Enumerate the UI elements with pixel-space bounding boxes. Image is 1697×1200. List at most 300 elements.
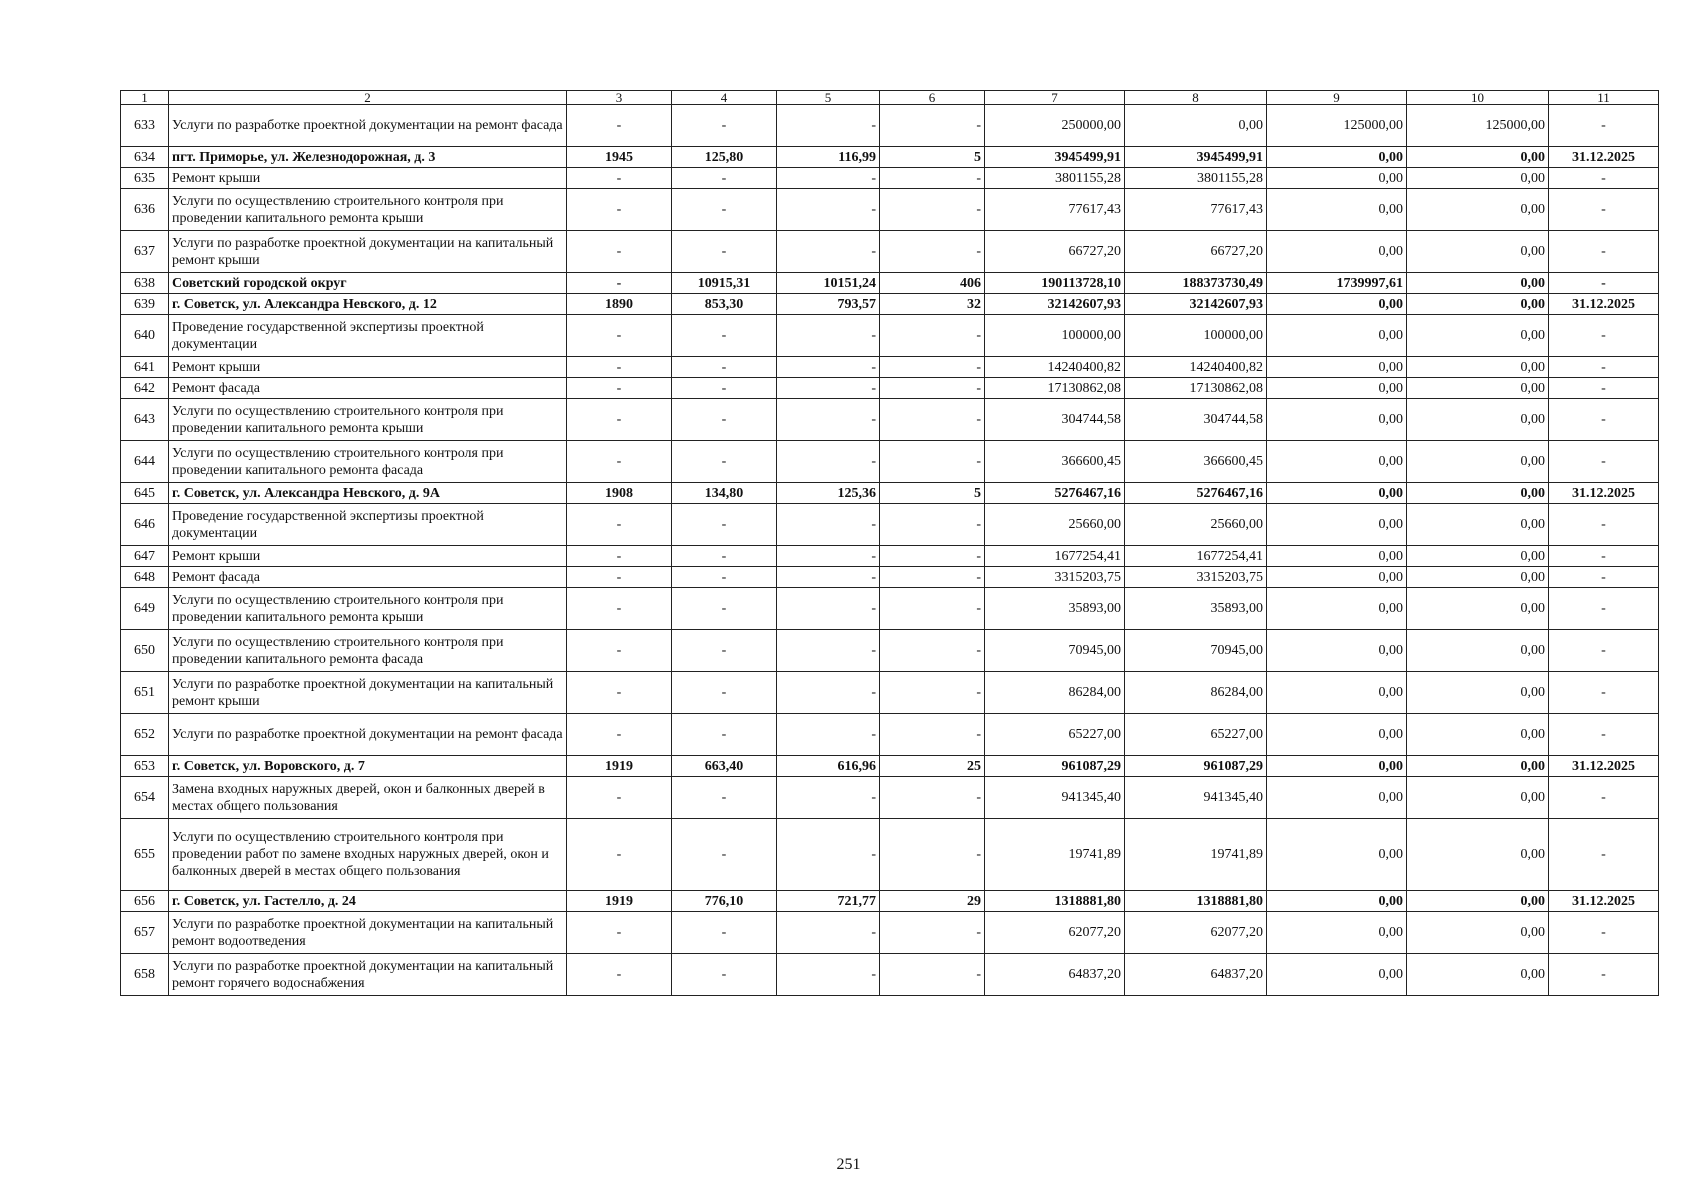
col3-cell: - — [567, 168, 672, 189]
col11-cell: - — [1549, 546, 1659, 567]
col10-cell: 0,00 — [1407, 756, 1549, 777]
table-row — [121, 672, 1659, 714]
col4-cell: - — [672, 567, 777, 588]
col10-cell: 0,00 — [1407, 378, 1549, 399]
table-row — [121, 357, 1659, 378]
col10-cell: 125000,00 — [1407, 105, 1549, 147]
col8-cell: 32142607,93 — [1125, 294, 1267, 315]
col7-cell: 961087,29 — [985, 756, 1125, 777]
column-number-header: 2 — [169, 91, 567, 105]
col6-cell: 5 — [880, 147, 985, 168]
description-cell: Услуги по осуществлению строительного контроля при проведении капитального ремонта фасада — [169, 441, 567, 483]
col7-cell: 3315203,75 — [985, 567, 1125, 588]
description-cell: Ремонт крыши — [169, 357, 567, 378]
table-row-object — [121, 756, 1659, 777]
column-number-header: 1 — [121, 91, 169, 105]
column-number-header: 8 — [1125, 91, 1267, 105]
table-row-object — [121, 294, 1659, 315]
col8-cell: 5276467,16 — [1125, 483, 1267, 504]
col8-cell: 70945,00 — [1125, 630, 1267, 672]
col11-cell: - — [1549, 630, 1659, 672]
row-number-cell: 649 — [121, 588, 169, 630]
col3-cell: - — [567, 105, 672, 147]
col11-cell: - — [1549, 567, 1659, 588]
col5-cell: - — [777, 231, 880, 273]
col3-cell: - — [567, 954, 672, 996]
col3-cell: - — [567, 819, 672, 891]
col10-cell: 0,00 — [1407, 567, 1549, 588]
col3-cell: - — [567, 231, 672, 273]
table-row — [121, 315, 1659, 357]
row-number-cell: 646 — [121, 504, 169, 546]
description-cell: г. Советск, ул. Воровского, д. 7 — [169, 756, 567, 777]
col4-cell: 10915,31 — [672, 273, 777, 294]
col4-cell: - — [672, 912, 777, 954]
description-cell: г. Советск, ул. Гастелло, д. 24 — [169, 891, 567, 912]
col11-cell: - — [1549, 105, 1659, 147]
col4-cell: - — [672, 105, 777, 147]
column-number-header: 9 — [1267, 91, 1407, 105]
col5-cell: - — [777, 588, 880, 630]
col4-cell: - — [672, 546, 777, 567]
row-number-cell: 655 — [121, 819, 169, 891]
row-number-cell: 658 — [121, 954, 169, 996]
col5-cell: - — [777, 357, 880, 378]
col5-cell: - — [777, 441, 880, 483]
col10-cell: 0,00 — [1407, 546, 1549, 567]
col6-cell: - — [880, 912, 985, 954]
col3-cell: - — [567, 504, 672, 546]
row-number-cell: 636 — [121, 189, 169, 231]
table-row — [121, 714, 1659, 756]
description-cell: Советский городской округ — [169, 273, 567, 294]
col9-cell: 0,00 — [1267, 189, 1407, 231]
col3-cell: - — [567, 357, 672, 378]
table-row — [121, 378, 1659, 399]
col3-cell: - — [567, 912, 672, 954]
col10-cell: 0,00 — [1407, 399, 1549, 441]
col3-cell: 1919 — [567, 756, 672, 777]
col9-cell: 0,00 — [1267, 231, 1407, 273]
row-number-cell: 633 — [121, 105, 169, 147]
col5-cell: - — [777, 672, 880, 714]
col7-cell: 70945,00 — [985, 630, 1125, 672]
col9-cell: 0,00 — [1267, 378, 1407, 399]
row-number-cell: 644 — [121, 441, 169, 483]
col11-cell: - — [1549, 588, 1659, 630]
col6-cell: 32 — [880, 294, 985, 315]
col3-cell: - — [567, 714, 672, 756]
col10-cell: 0,00 — [1407, 954, 1549, 996]
table-row — [121, 504, 1659, 546]
table-row — [121, 819, 1659, 891]
col5-cell: - — [777, 189, 880, 231]
col9-cell: 125000,00 — [1267, 105, 1407, 147]
col4-cell: - — [672, 315, 777, 357]
col3-cell: - — [567, 630, 672, 672]
col4-cell: 663,40 — [672, 756, 777, 777]
col10-cell: 0,00 — [1407, 714, 1549, 756]
table-row-object — [121, 891, 1659, 912]
col9-cell: 0,00 — [1267, 504, 1407, 546]
col4-cell: - — [672, 630, 777, 672]
col10-cell: 0,00 — [1407, 891, 1549, 912]
description-cell: Услуги по осуществлению строительного контроля при проведении капитального ремонта крыши — [169, 399, 567, 441]
description-cell: г. Советск, ул. Александра Невского, д. 12 — [169, 294, 567, 315]
col9-cell: 1739997,61 — [1267, 273, 1407, 294]
col11-cell: - — [1549, 168, 1659, 189]
col7-cell: 25660,00 — [985, 504, 1125, 546]
row-number-cell: 639 — [121, 294, 169, 315]
row-number-cell: 654 — [121, 777, 169, 819]
col3-cell: 1945 — [567, 147, 672, 168]
col8-cell: 366600,45 — [1125, 441, 1267, 483]
col6-cell: - — [880, 441, 985, 483]
col4-cell: - — [672, 168, 777, 189]
table-row — [121, 567, 1659, 588]
row-number-cell: 657 — [121, 912, 169, 954]
col8-cell: 961087,29 — [1125, 756, 1267, 777]
row-number-cell: 653 — [121, 756, 169, 777]
table-row — [121, 168, 1659, 189]
row-number-cell: 656 — [121, 891, 169, 912]
description-cell: Услуги по разработке проектной документации на ремонт фасада — [169, 105, 567, 147]
col8-cell: 86284,00 — [1125, 672, 1267, 714]
col10-cell: 0,00 — [1407, 819, 1549, 891]
col10-cell: 0,00 — [1407, 147, 1549, 168]
col11-cell: - — [1549, 315, 1659, 357]
col8-cell: 35893,00 — [1125, 588, 1267, 630]
col7-cell: 62077,20 — [985, 912, 1125, 954]
col4-cell: - — [672, 504, 777, 546]
col5-cell: - — [777, 105, 880, 147]
col5-cell: 10151,24 — [777, 273, 880, 294]
col5-cell: - — [777, 954, 880, 996]
table-row — [121, 546, 1659, 567]
col5-cell: 125,36 — [777, 483, 880, 504]
col9-cell: 0,00 — [1267, 756, 1407, 777]
column-number-header: 3 — [567, 91, 672, 105]
col6-cell: - — [880, 168, 985, 189]
col4-cell: 125,80 — [672, 147, 777, 168]
row-number-cell: 650 — [121, 630, 169, 672]
col6-cell: - — [880, 777, 985, 819]
col8-cell: 188373730,49 — [1125, 273, 1267, 294]
table-row — [121, 954, 1659, 996]
col6-cell: - — [880, 504, 985, 546]
column-number-header: 7 — [985, 91, 1125, 105]
col3-cell: - — [567, 777, 672, 819]
col11-cell: - — [1549, 819, 1659, 891]
col8-cell: 3945499,91 — [1125, 147, 1267, 168]
description-cell: пгт. Приморье, ул. Железнодорожная, д. 3 — [169, 147, 567, 168]
col3-cell: 1890 — [567, 294, 672, 315]
col5-cell: - — [777, 378, 880, 399]
col4-cell: - — [672, 714, 777, 756]
description-cell: Услуги по разработке проектной документации на капитальный ремонт крыши — [169, 672, 567, 714]
col8-cell: 77617,43 — [1125, 189, 1267, 231]
row-number-cell: 634 — [121, 147, 169, 168]
col11-cell: - — [1549, 399, 1659, 441]
col3-cell: - — [567, 273, 672, 294]
col8-cell: 304744,58 — [1125, 399, 1267, 441]
col6-cell: - — [880, 567, 985, 588]
col5-cell: 116,99 — [777, 147, 880, 168]
col6-cell: - — [880, 819, 985, 891]
description-cell: Ремонт крыши — [169, 168, 567, 189]
table-row — [121, 912, 1659, 954]
table-row-object — [121, 483, 1659, 504]
col6-cell: - — [880, 588, 985, 630]
col7-cell: 100000,00 — [985, 315, 1125, 357]
col3-cell: - — [567, 189, 672, 231]
col11-cell: - — [1549, 672, 1659, 714]
col6-cell: 29 — [880, 891, 985, 912]
col5-cell: - — [777, 777, 880, 819]
col4-cell: - — [672, 399, 777, 441]
column-number-header: 6 — [880, 91, 985, 105]
col11-cell: 31.12.2025 — [1549, 891, 1659, 912]
row-number-cell: 638 — [121, 273, 169, 294]
col10-cell: 0,00 — [1407, 672, 1549, 714]
col4-cell: - — [672, 189, 777, 231]
col7-cell: 32142607,93 — [985, 294, 1125, 315]
col6-cell: - — [880, 714, 985, 756]
table-row — [121, 189, 1659, 231]
col8-cell: 0,00 — [1125, 105, 1267, 147]
table-row — [121, 777, 1659, 819]
col10-cell: 0,00 — [1407, 168, 1549, 189]
col8-cell: 14240400,82 — [1125, 357, 1267, 378]
col7-cell: 3945499,91 — [985, 147, 1125, 168]
col4-cell: - — [672, 819, 777, 891]
col5-cell: - — [777, 912, 880, 954]
col9-cell: 0,00 — [1267, 294, 1407, 315]
table-row — [121, 588, 1659, 630]
row-number-cell: 635 — [121, 168, 169, 189]
col9-cell: 0,00 — [1267, 891, 1407, 912]
row-number-cell: 651 — [121, 672, 169, 714]
row-number-cell: 645 — [121, 483, 169, 504]
col7-cell: 86284,00 — [985, 672, 1125, 714]
col3-cell: - — [567, 399, 672, 441]
description-cell: Услуги по разработке проектной документации на капитальный ремонт крыши — [169, 231, 567, 273]
col7-cell: 66727,20 — [985, 231, 1125, 273]
column-number-header: 10 — [1407, 91, 1549, 105]
col5-cell: 616,96 — [777, 756, 880, 777]
row-number-cell: 648 — [121, 567, 169, 588]
col4-cell: 776,10 — [672, 891, 777, 912]
col6-cell: - — [880, 357, 985, 378]
col11-cell: - — [1549, 189, 1659, 231]
col11-cell: - — [1549, 912, 1659, 954]
description-cell: Услуги по осуществлению строительного контроля при проведении капитального ремонта крыши — [169, 588, 567, 630]
col5-cell: - — [777, 315, 880, 357]
col8-cell: 62077,20 — [1125, 912, 1267, 954]
col3-cell: - — [567, 441, 672, 483]
description-cell: Проведение государственной экспертизы проектной документации — [169, 315, 567, 357]
header-row — [121, 91, 1659, 105]
col5-cell: - — [777, 168, 880, 189]
row-number-cell: 642 — [121, 378, 169, 399]
table-row — [121, 399, 1659, 441]
col4-cell: 134,80 — [672, 483, 777, 504]
col11-cell: 31.12.2025 — [1549, 147, 1659, 168]
col9-cell: 0,00 — [1267, 630, 1407, 672]
col11-cell: - — [1549, 441, 1659, 483]
col3-cell: - — [567, 315, 672, 357]
col9-cell: 0,00 — [1267, 567, 1407, 588]
column-number-header: 11 — [1549, 91, 1659, 105]
col6-cell: - — [880, 231, 985, 273]
col9-cell: 0,00 — [1267, 399, 1407, 441]
col10-cell: 0,00 — [1407, 441, 1549, 483]
col8-cell: 66727,20 — [1125, 231, 1267, 273]
col6-cell: - — [880, 954, 985, 996]
col11-cell: - — [1549, 273, 1659, 294]
col7-cell: 1318881,80 — [985, 891, 1125, 912]
col10-cell: 0,00 — [1407, 357, 1549, 378]
col4-cell: - — [672, 777, 777, 819]
row-number-cell: 637 — [121, 231, 169, 273]
col8-cell: 1318881,80 — [1125, 891, 1267, 912]
col5-cell: - — [777, 399, 880, 441]
col10-cell: 0,00 — [1407, 273, 1549, 294]
col7-cell: 64837,20 — [985, 954, 1125, 996]
description-cell: Ремонт крыши — [169, 546, 567, 567]
col10-cell: 0,00 — [1407, 483, 1549, 504]
col5-cell: - — [777, 567, 880, 588]
col7-cell: 35893,00 — [985, 588, 1125, 630]
col10-cell: 0,00 — [1407, 231, 1549, 273]
col10-cell: 0,00 — [1407, 777, 1549, 819]
col8-cell: 17130862,08 — [1125, 378, 1267, 399]
col6-cell: 25 — [880, 756, 985, 777]
col6-cell: - — [880, 315, 985, 357]
col9-cell: 0,00 — [1267, 147, 1407, 168]
col4-cell: - — [672, 231, 777, 273]
col3-cell: - — [567, 378, 672, 399]
col10-cell: 0,00 — [1407, 504, 1549, 546]
description-cell: Услуги по разработке проектной документации на капитальный ремонт горячего водоснабжения — [169, 954, 567, 996]
col11-cell: - — [1549, 231, 1659, 273]
table-row — [121, 105, 1659, 147]
col9-cell: 0,00 — [1267, 588, 1407, 630]
col11-cell: - — [1549, 954, 1659, 996]
col9-cell: 0,00 — [1267, 357, 1407, 378]
col11-cell: - — [1549, 357, 1659, 378]
col4-cell: - — [672, 588, 777, 630]
description-cell: Замена входных наружных дверей, окон и балконных дверей в местах общего пользования — [169, 777, 567, 819]
description-cell: Услуги по осуществлению строительного контроля при проведении капитального ремонта крыши — [169, 189, 567, 231]
col10-cell: 0,00 — [1407, 630, 1549, 672]
col4-cell: - — [672, 357, 777, 378]
table-row-object — [121, 273, 1659, 294]
col7-cell: 19741,89 — [985, 819, 1125, 891]
column-number-header: 5 — [777, 91, 880, 105]
description-cell: Проведение государственной экспертизы проектной документации — [169, 504, 567, 546]
row-number-cell: 652 — [121, 714, 169, 756]
description-cell: Услуги по осуществлению строительного контроля при проведении капитального ремонта фасада — [169, 630, 567, 672]
col8-cell: 19741,89 — [1125, 819, 1267, 891]
col8-cell: 3801155,28 — [1125, 168, 1267, 189]
table-row — [121, 441, 1659, 483]
col8-cell: 1677254,41 — [1125, 546, 1267, 567]
col7-cell: 190113728,10 — [985, 273, 1125, 294]
col8-cell: 65227,00 — [1125, 714, 1267, 756]
col9-cell: 0,00 — [1267, 315, 1407, 357]
description-cell: Ремонт фасада — [169, 567, 567, 588]
col10-cell: 0,00 — [1407, 912, 1549, 954]
col9-cell: 0,00 — [1267, 441, 1407, 483]
col9-cell: 0,00 — [1267, 954, 1407, 996]
works-table — [120, 90, 1659, 996]
col9-cell: 0,00 — [1267, 714, 1407, 756]
col7-cell: 65227,00 — [985, 714, 1125, 756]
col6-cell: 406 — [880, 273, 985, 294]
table-row-object — [121, 147, 1659, 168]
col4-cell: - — [672, 378, 777, 399]
col3-cell: - — [567, 588, 672, 630]
col6-cell: - — [880, 105, 985, 147]
col5-cell: - — [777, 504, 880, 546]
col7-cell: 3801155,28 — [985, 168, 1125, 189]
col11-cell: 31.12.2025 — [1549, 483, 1659, 504]
col11-cell: - — [1549, 714, 1659, 756]
col6-cell: - — [880, 546, 985, 567]
table-row — [121, 231, 1659, 273]
description-cell: Услуги по осуществлению строительного контроля при проведении работ по замене входных наружных дверей, окон и балконных дверей в местах общего пользования — [169, 819, 567, 891]
row-number-cell: 643 — [121, 399, 169, 441]
row-number-cell: 641 — [121, 357, 169, 378]
col5-cell: - — [777, 546, 880, 567]
col11-cell: - — [1549, 777, 1659, 819]
col11-cell: 31.12.2025 — [1549, 756, 1659, 777]
page-number: 251 — [836, 1156, 861, 1173]
col11-cell: - — [1549, 504, 1659, 546]
col3-cell: 1919 — [567, 891, 672, 912]
col6-cell: - — [880, 189, 985, 231]
col9-cell: 0,00 — [1267, 168, 1407, 189]
col7-cell: 304744,58 — [985, 399, 1125, 441]
col6-cell: - — [880, 630, 985, 672]
col8-cell: 100000,00 — [1125, 315, 1267, 357]
col3-cell: - — [567, 567, 672, 588]
col5-cell: - — [777, 819, 880, 891]
col6-cell: 5 — [880, 483, 985, 504]
row-number-cell: 640 — [121, 315, 169, 357]
table-row — [121, 630, 1659, 672]
description-cell: Ремонт фасада — [169, 378, 567, 399]
col7-cell: 250000,00 — [985, 105, 1125, 147]
col9-cell: 0,00 — [1267, 912, 1407, 954]
col8-cell: 64837,20 — [1125, 954, 1267, 996]
col10-cell: 0,00 — [1407, 294, 1549, 315]
col10-cell: 0,00 — [1407, 588, 1549, 630]
col5-cell: 721,77 — [777, 891, 880, 912]
col3-cell: 1908 — [567, 483, 672, 504]
col9-cell: 0,00 — [1267, 483, 1407, 504]
col3-cell: - — [567, 546, 672, 567]
col10-cell: 0,00 — [1407, 189, 1549, 231]
col9-cell: 0,00 — [1267, 546, 1407, 567]
col9-cell: 0,00 — [1267, 672, 1407, 714]
description-cell: Услуги по разработке проектной документации на ремонт фасада — [169, 714, 567, 756]
col4-cell: 853,30 — [672, 294, 777, 315]
col6-cell: - — [880, 378, 985, 399]
col9-cell: 0,00 — [1267, 777, 1407, 819]
col7-cell: 366600,45 — [985, 441, 1125, 483]
